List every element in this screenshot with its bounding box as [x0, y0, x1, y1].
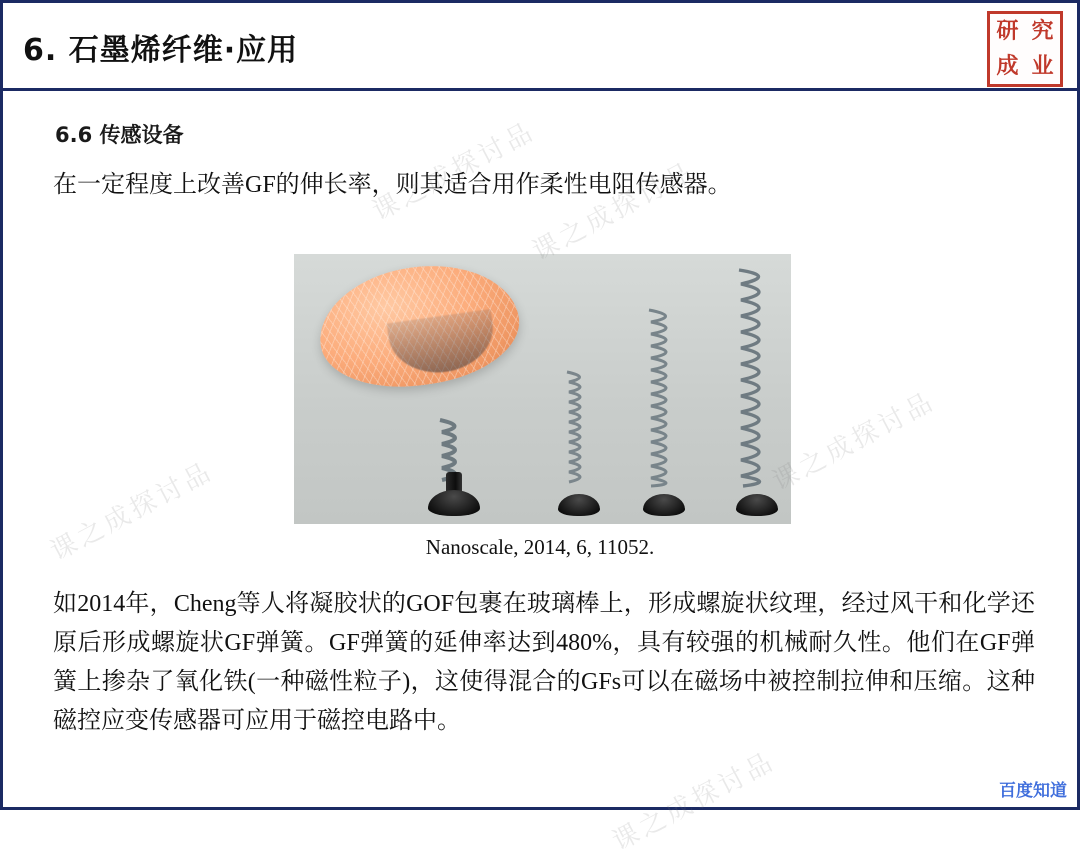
spring-coil-icon [561, 368, 597, 488]
body-paragraph: 如2014年，Cheng等人将凝胶状的GOF包裹在玻璃棒上，形成螺旋状纹理，经过风干和化学还原后形成螺旋状GF弹簧。GF弹簧的延伸率达到480%，具有较强的机械耐久性。他们在GF弹簧上掺杂了氧化铁(一种磁性粒子)，这使得混合的GFs可以在磁场中被控制拉伸和压缩。这种磁控应变传感器可应用于磁控电路中。 [53, 591, 1035, 734]
spring-specimen-1 [414, 416, 494, 516]
page-title: 6. 石墨烯纤维·应用 [23, 33, 299, 68]
section-title: 6.6 传感设备 [55, 123, 184, 147]
brand-logo: 百度知道 [999, 781, 1067, 801]
spring-specimen-3 [619, 306, 709, 516]
slide-header [3, 3, 1077, 91]
figure-image [294, 254, 791, 524]
spring-base-1 [428, 490, 480, 516]
slide-content [3, 91, 1077, 858]
seal-stamp-icon [987, 11, 1063, 87]
spring-base-2 [558, 494, 600, 516]
watermark: 课之成探讨品 [45, 456, 219, 568]
spring-coil-icon [729, 266, 785, 488]
watermark: 课之成探讨品 [767, 386, 941, 498]
watermark: 课之成探讨品 [527, 156, 701, 268]
spring-base-3 [643, 494, 685, 516]
spring-specimen-2 [539, 366, 619, 516]
seal-char-4: 业 [1031, 53, 1054, 79]
spring-specimen-4 [709, 266, 791, 516]
lead-paragraph: 在一定程度上改善GF的伸长率，则其适合用作柔性电阻传感器。 [53, 172, 732, 198]
seal-char-1: 研 [996, 18, 1019, 44]
spring-coil-icon [641, 306, 687, 488]
seal-char-3: 成 [996, 53, 1019, 79]
spring-base-4 [736, 494, 778, 516]
figure-caption: Nanoscale, 2014, 6, 11052. [425, 535, 655, 559]
watermark: 课之成探讨品 [367, 116, 541, 228]
watermark: 课之成探讨品 [607, 746, 781, 858]
seal-char-2: 究 [1031, 18, 1054, 44]
